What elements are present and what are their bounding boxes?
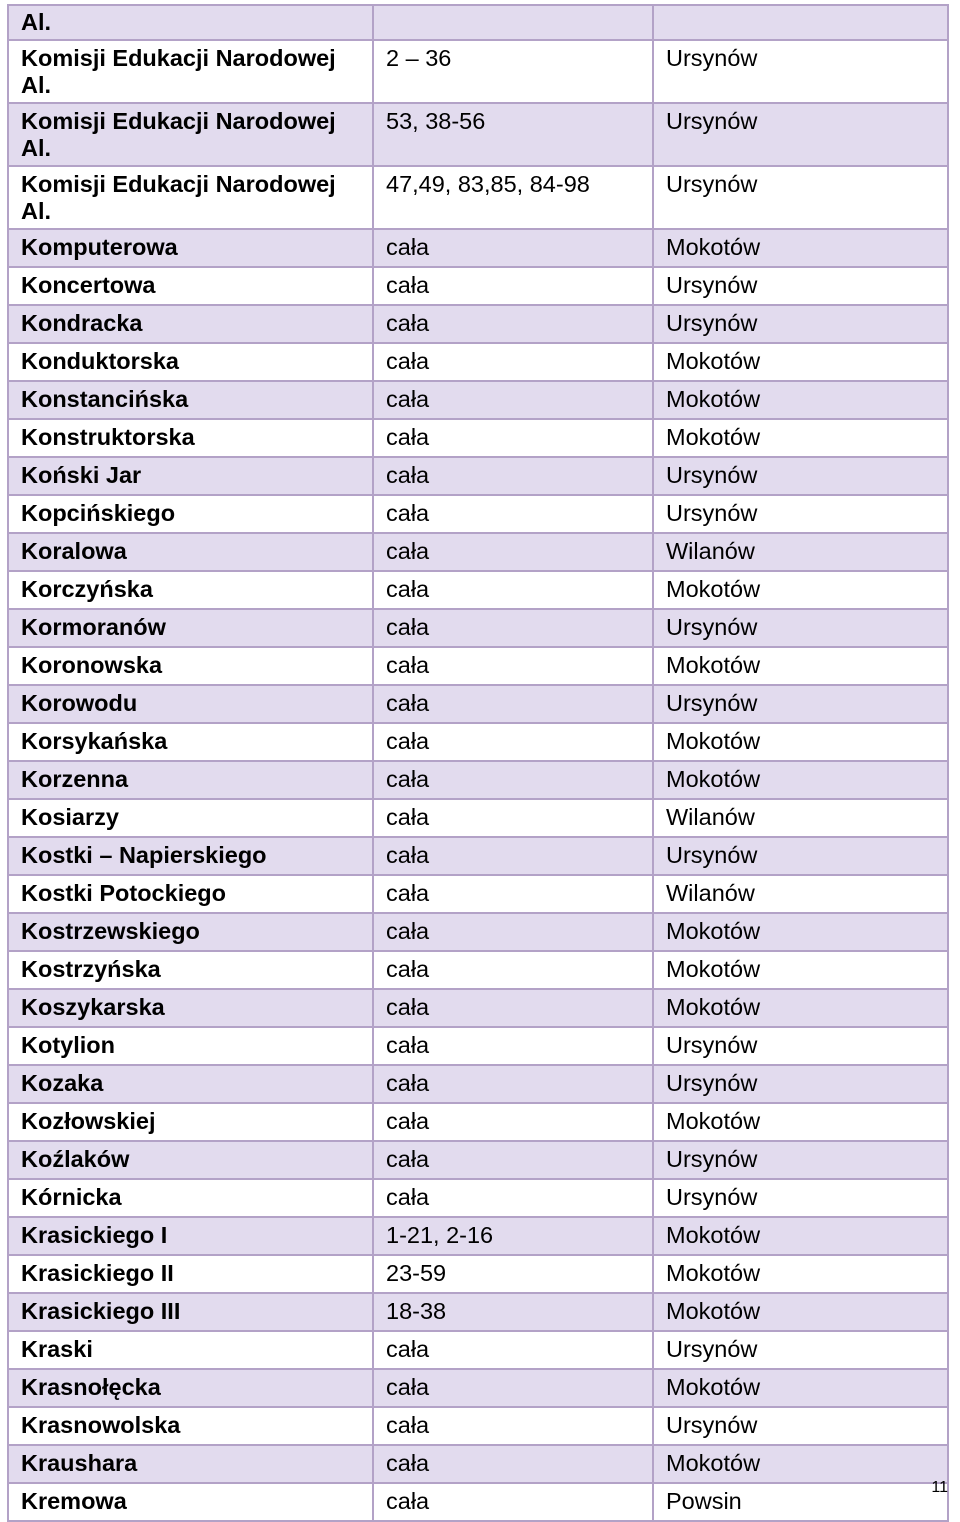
table-row (8, 1483, 948, 1521)
table-row (8, 609, 948, 647)
district-cell: Ursynów (653, 1027, 948, 1065)
table-row (8, 571, 948, 609)
street-name-cell: Kórnicka (8, 1179, 373, 1217)
district-cell: Ursynów (653, 267, 948, 305)
street-name-cell: Komisji Edukacji Narodowej Al. (8, 166, 373, 229)
district-cell: Mokotów (653, 1445, 948, 1483)
district-cell: Ursynów (653, 685, 948, 723)
street-name-cell: Kormoranów (8, 609, 373, 647)
table-row (8, 1369, 948, 1407)
street-name-cell: Kotylion (8, 1027, 373, 1065)
district-cell: Mokotów (653, 571, 948, 609)
house-range-cell: cała (373, 761, 653, 799)
district-cell: Ursynów (653, 1331, 948, 1369)
street-name-cell: Konstancińska (8, 381, 373, 419)
district-cell: Mokotów (653, 419, 948, 457)
district-cell: Wilanów (653, 799, 948, 837)
street-name-cell: Kopcińskiego (8, 495, 373, 533)
district-cell: Mokotów (653, 229, 948, 267)
table-row (8, 166, 948, 229)
table-row (8, 1255, 948, 1293)
house-range-cell: cała (373, 1369, 653, 1407)
table-row (8, 533, 948, 571)
street-name-cell: Kostrzewskiego (8, 913, 373, 951)
house-range-cell: 47,49, 83,85, 84-98 (373, 166, 653, 229)
house-range-cell: cała (373, 1141, 653, 1179)
house-range-cell: cała (373, 951, 653, 989)
district-cell: Ursynów (653, 837, 948, 875)
street-name-cell: Kozaka (8, 1065, 373, 1103)
house-range-cell: cała (373, 609, 653, 647)
house-range-cell: cała (373, 381, 653, 419)
street-name-cell: Koźlaków (8, 1141, 373, 1179)
district-cell: Powsin (653, 1483, 948, 1521)
house-range-cell: cała (373, 1027, 653, 1065)
street-name-cell: Kozłowskiej (8, 1103, 373, 1141)
district-cell: Mokotów (653, 1217, 948, 1255)
table-row (8, 495, 948, 533)
table-row (8, 1027, 948, 1065)
district-cell: Ursynów (653, 40, 948, 103)
street-name-cell: Krasickiego III (8, 1293, 373, 1331)
street-name-cell: Kostki Potockiego (8, 875, 373, 913)
street-name-cell: Koszykarska (8, 989, 373, 1027)
district-cell: Mokotów (653, 1293, 948, 1331)
street-name-cell: Koński Jar (8, 457, 373, 495)
table-row (8, 685, 948, 723)
house-range-cell: cała (373, 229, 653, 267)
table-row (8, 1217, 948, 1255)
street-name-cell: Krasickiego II (8, 1255, 373, 1293)
street-name-cell: Korowodu (8, 685, 373, 723)
table-row (8, 1065, 948, 1103)
street-name-cell: Koncertowa (8, 267, 373, 305)
street-name-cell: Konduktorska (8, 343, 373, 381)
table-row (8, 647, 948, 685)
table-row (8, 837, 948, 875)
table-row (8, 875, 948, 913)
street-name-cell: Korczyńska (8, 571, 373, 609)
district-cell: Ursynów (653, 457, 948, 495)
house-range-cell: cała (373, 495, 653, 533)
house-range-cell: 53, 38-56 (373, 103, 653, 166)
house-range-cell: cała (373, 913, 653, 951)
district-cell: Ursynów (653, 166, 948, 229)
district-cell: Ursynów (653, 305, 948, 343)
house-range-cell: cała (373, 1065, 653, 1103)
house-range-cell: cała (373, 1445, 653, 1483)
district-cell: Ursynów (653, 1141, 948, 1179)
district-cell: Ursynów (653, 1065, 948, 1103)
district-cell: Ursynów (653, 609, 948, 647)
house-range-cell: cała (373, 267, 653, 305)
table-row (8, 1445, 948, 1483)
house-range-cell: cała (373, 419, 653, 457)
street-name-cell: Komputerowa (8, 229, 373, 267)
district-cell: Mokotów (653, 723, 948, 761)
house-range-cell: cała (373, 457, 653, 495)
street-name-cell: Koronowska (8, 647, 373, 685)
house-range-cell: cała (373, 533, 653, 571)
district-cell: Mokotów (653, 1369, 948, 1407)
house-range-cell: cała (373, 723, 653, 761)
table-row (8, 457, 948, 495)
streets-table (7, 4, 949, 1522)
district-cell: Ursynów (653, 495, 948, 533)
district-cell: Mokotów (653, 1103, 948, 1141)
house-range-cell: cała (373, 1407, 653, 1445)
table-row (8, 343, 948, 381)
house-range-cell: cała (373, 989, 653, 1027)
district-cell: Mokotów (653, 761, 948, 799)
street-name-cell: Kostrzyńska (8, 951, 373, 989)
table-row (8, 267, 948, 305)
street-name-cell: Kostki – Napierskiego (8, 837, 373, 875)
street-name-cell: Krasickiego I (8, 1217, 373, 1255)
table-row (8, 1407, 948, 1445)
table-row (8, 761, 948, 799)
page-number: 11 (931, 1479, 948, 1496)
district-cell: Mokotów (653, 381, 948, 419)
street-name-cell: Kraushara (8, 1445, 373, 1483)
street-name-cell: Komisji Edukacji Narodowej Al. (8, 103, 373, 166)
house-range-cell (373, 5, 653, 40)
district-cell: Ursynów (653, 1407, 948, 1445)
district-cell: Mokotów (653, 343, 948, 381)
house-range-cell: 23-59 (373, 1255, 653, 1293)
district-cell: Wilanów (653, 875, 948, 913)
district-cell: Mokotów (653, 1255, 948, 1293)
table-row (8, 229, 948, 267)
street-name-cell: Komisji Edukacji Narodowej Al. (8, 40, 373, 103)
table-row (8, 723, 948, 761)
table-row (8, 305, 948, 343)
table-row (8, 913, 948, 951)
district-cell: Mokotów (653, 647, 948, 685)
street-name-cell: Korsykańska (8, 723, 373, 761)
district-cell: Mokotów (653, 913, 948, 951)
district-cell: Mokotów (653, 951, 948, 989)
street-name-cell: Kremowa (8, 1483, 373, 1521)
table-row (8, 799, 948, 837)
house-range-cell: 2 – 36 (373, 40, 653, 103)
house-range-cell: cała (373, 343, 653, 381)
district-cell: Wilanów (653, 533, 948, 571)
district-cell: Ursynów (653, 1179, 948, 1217)
house-range-cell: cała (373, 685, 653, 723)
table-row (8, 1141, 948, 1179)
street-name-cell: Krasnołęcka (8, 1369, 373, 1407)
table-row (8, 419, 948, 457)
house-range-cell: 18-38 (373, 1293, 653, 1331)
table-row (8, 1331, 948, 1369)
table-row (8, 40, 948, 103)
streets-table-body (8, 5, 948, 1521)
house-range-cell: cała (373, 1103, 653, 1141)
table-row (8, 1179, 948, 1217)
house-range-cell: cała (373, 1331, 653, 1369)
table-row (8, 1103, 948, 1141)
district-cell (653, 5, 948, 40)
table-row (8, 989, 948, 1027)
district-cell: Mokotów (653, 989, 948, 1027)
house-range-cell: cała (373, 837, 653, 875)
street-name-cell: Kosiarzy (8, 799, 373, 837)
house-range-cell: cała (373, 875, 653, 913)
table-row (8, 5, 948, 40)
street-name-cell: Korzenna (8, 761, 373, 799)
house-range-cell: cała (373, 305, 653, 343)
table-row (8, 1293, 948, 1331)
house-range-cell: cała (373, 799, 653, 837)
street-name-cell: Krasnowolska (8, 1407, 373, 1445)
street-name-cell: Kondracka (8, 305, 373, 343)
street-name-cell: Kraski (8, 1331, 373, 1369)
house-range-cell: cała (373, 1179, 653, 1217)
table-row (8, 103, 948, 166)
table-row (8, 951, 948, 989)
house-range-cell: cała (373, 1483, 653, 1521)
street-name-cell: Al. (8, 5, 373, 40)
house-range-cell: 1-21, 2-16 (373, 1217, 653, 1255)
district-cell: Ursynów (653, 103, 948, 166)
house-range-cell: cała (373, 571, 653, 609)
street-name-cell: Koralowa (8, 533, 373, 571)
table-row (8, 381, 948, 419)
house-range-cell: cała (373, 647, 653, 685)
street-name-cell: Konstruktorska (8, 419, 373, 457)
